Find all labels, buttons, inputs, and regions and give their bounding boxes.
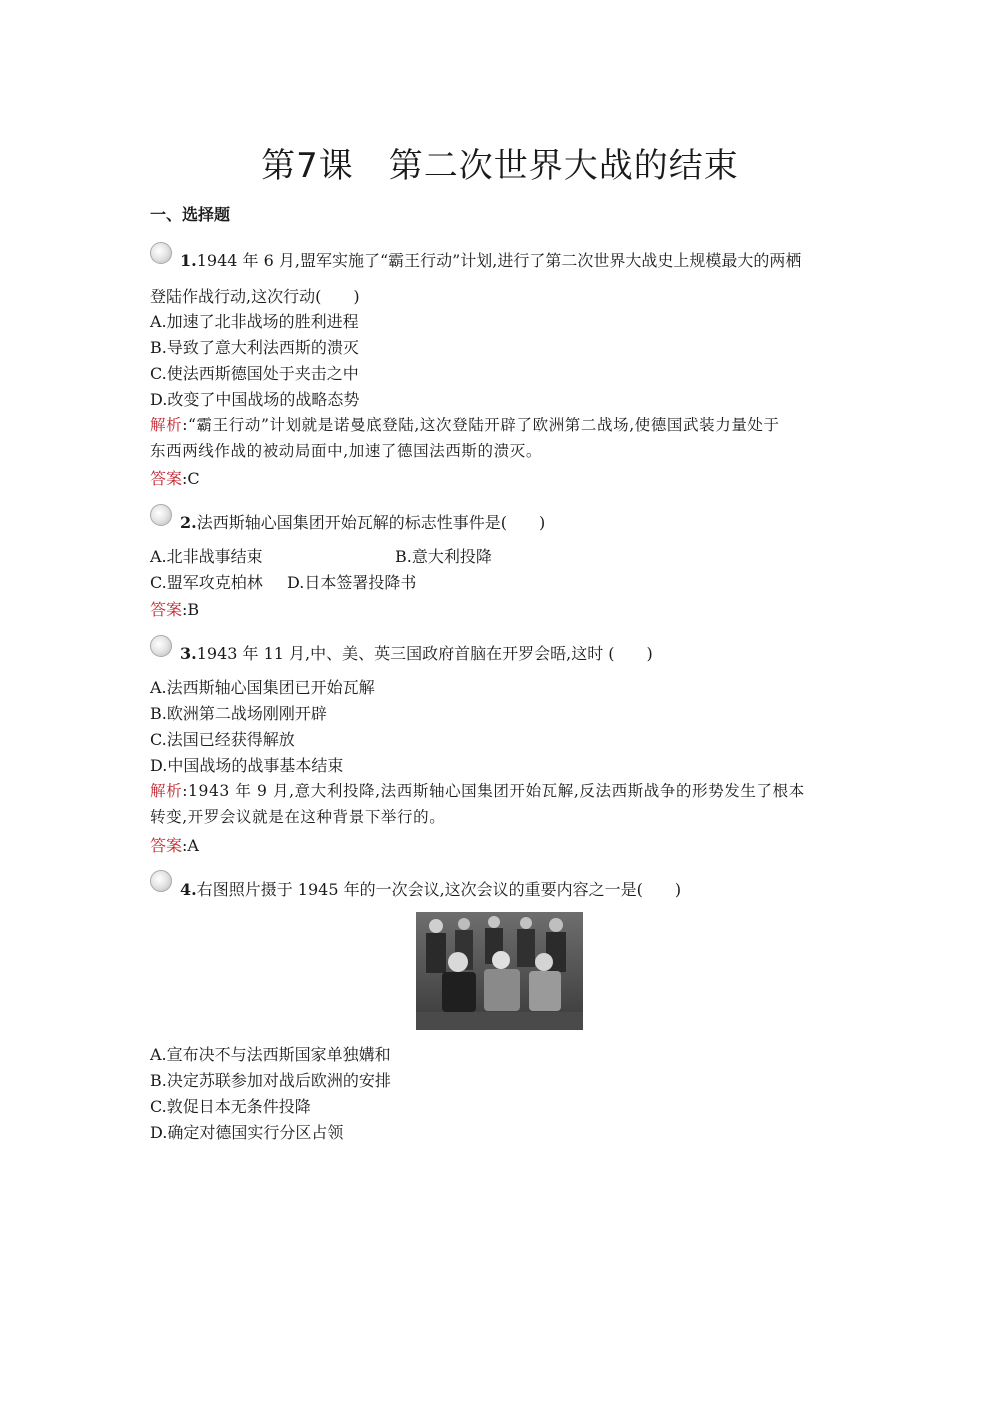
question-1-option-c: C.使法西斯德国处于夹击之中: [150, 364, 359, 383]
question-3-option-c: C.法国已经获得解放: [150, 730, 295, 749]
question-marker-icon: [150, 870, 172, 892]
question-4-option-c: C.敦促日本无条件投降: [150, 1097, 311, 1116]
question-3-option-a: A.法西斯轴心国集团已开始瓦解: [150, 678, 375, 697]
question-4-option-a: A.宣布决不与法西斯国家单独媾和: [150, 1045, 391, 1064]
question-1-stem-continued: 登陆作战行动,这次行动( ): [150, 287, 360, 306]
question-1-option-a: A.加速了北非战场的胜利进程: [150, 312, 359, 331]
question-3-answer: 答案:A: [150, 836, 199, 855]
question-2-option-b: B.意大利投降: [395, 547, 492, 566]
question-4-stem: 4.右图照片摄于 1945 年的一次会议,这次会议的重要内容之一是( ): [180, 880, 682, 899]
question-marker-icon: [150, 504, 172, 526]
answer-label: 答案: [150, 469, 183, 488]
question-marker-icon: [150, 635, 172, 657]
question-2-option-d: D.日本签署投降书: [287, 573, 417, 592]
question-1-explanation-continued: 东西两线作战的被动局面中,加速了德国法西斯的溃灭。: [150, 442, 542, 460]
question-3-explanation: 解析:1943 年 9 月,意大利投降,法西斯轴心国集团开始瓦解,反法西斯战争的形势发生了根本: [150, 782, 805, 800]
answer-label: 答案: [150, 836, 183, 855]
question-4-option-d: D.确定对德国实行分区占领: [150, 1123, 344, 1142]
explanation-label: 解析: [150, 416, 183, 434]
question-2-stem: 2.法西斯轴心国集团开始瓦解的标志性事件是( ): [180, 513, 546, 532]
question-1-option-b: B.导致了意大利法西斯的溃灭: [150, 338, 359, 357]
question-1-option-d: D.改变了中国战场的战略态势: [150, 390, 360, 409]
question-2-option-c: C.盟军攻克柏林: [150, 573, 263, 592]
question-4-option-b: B.决定苏联参加对战后欧洲的安排: [150, 1071, 391, 1090]
question-1-stem: 1.1944 年 6 月,盟军实施了“霸王行动”计划,进行了第二次世界大战史上规模最大的两栖: [180, 251, 802, 270]
question-1-explanation: 解析:“霸王行动”计划就是诺曼底登陆,这次登陆开辟了欧洲第二战场,使德国武装力量处于: [150, 416, 780, 434]
question-3-option-d: D.中国战场的战事基本结束: [150, 756, 344, 775]
explanation-label: 解析: [150, 782, 183, 800]
conference-photo: [416, 912, 583, 1030]
question-3-explanation-continued: 转变,开罗会议就是在这种背景下举行的。: [150, 808, 446, 826]
page-title: 第7课 第二次世界大战的结束: [261, 146, 739, 186]
conference-photo-image: [416, 912, 583, 1030]
answer-label: 答案: [150, 600, 183, 619]
question-2-answer: 答案:B: [150, 600, 200, 619]
question-3-option-b: B.欧洲第二战场刚刚开辟: [150, 704, 327, 723]
section-heading: 一、选择题: [150, 205, 231, 224]
question-1-answer: 答案:C: [150, 469, 200, 488]
question-2-option-a: A.北非战事结束: [150, 547, 263, 566]
question-3-stem: 3.1943 年 11 月,中、美、英三国政府首脑在开罗会晤,这时 ( ): [180, 644, 653, 663]
question-marker-icon: [150, 242, 172, 264]
